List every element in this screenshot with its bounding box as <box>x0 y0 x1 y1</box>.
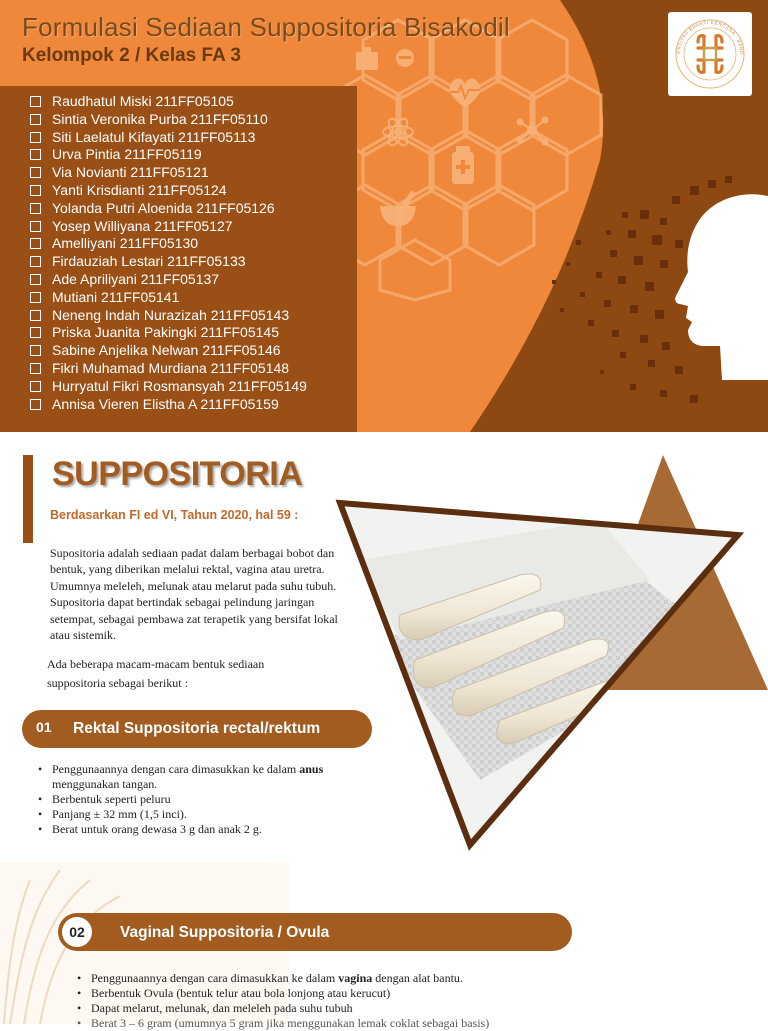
checkbox-bullet-icon <box>30 381 41 392</box>
intro-paragraph: Ada beberapa macam-macam bentuk sediaan suppositoria sebagai berikut : <box>47 657 265 690</box>
member-item <box>30 342 307 360</box>
source-reference: Berdasarkan FI ed VI, Tahun 2020, hal 59 : <box>50 508 299 522</box>
member-name: Sabine Anjelika Nelwan 211FF05146 <box>52 342 281 359</box>
bullet-point <box>74 971 544 986</box>
checkbox-bullet-icon <box>30 96 41 107</box>
bullet-text: menggunakan tangan. <box>52 777 158 791</box>
bullet-point <box>35 762 355 792</box>
member-item <box>30 378 307 396</box>
member-item <box>30 360 307 378</box>
bullet-text: Penggunaannya dengan cara dimasukkan ke dalam <box>91 971 339 985</box>
vaginal-points <box>74 971 544 1031</box>
checkbox-bullet-icon <box>30 274 41 285</box>
checkbox-bullet-icon <box>30 310 41 321</box>
member-list <box>30 93 307 413</box>
accent-bar <box>23 455 33 543</box>
bullet-emphasis: vagina <box>338 971 373 985</box>
member-name: Firdauziah Lestari 211FF05133 <box>52 253 246 270</box>
member-item <box>30 129 307 147</box>
heart-pulse-icon <box>450 79 481 108</box>
member-item <box>30 324 307 342</box>
member-name: Ade Apriliyani 211FF05137 <box>52 270 220 287</box>
member-item <box>30 200 307 218</box>
checkbox-bullet-icon <box>30 399 41 410</box>
type-title: Rektal Suppositoria rectal/rektum <box>73 720 321 737</box>
medicine-box-icon <box>356 47 378 70</box>
rektal-points <box>35 762 355 837</box>
checkbox-bullet-icon <box>30 114 41 125</box>
member-name: Amelliyani 211FF05130 <box>52 235 199 252</box>
checkbox-bullet-icon <box>30 327 41 338</box>
bullet-text: Panjang ± 32 mm (1,5 inci). <box>52 807 187 821</box>
checkbox-bullet-icon <box>30 203 41 214</box>
bullet-text: Berat untuk orang dewasa 3 g dan anak 2 g. <box>52 822 262 836</box>
member-item <box>30 146 307 164</box>
type-number: 02 <box>69 924 85 940</box>
bullet-text: Berat 3 – 6 gram (umumnya 5 gram jika menggunakan lemak coklat sebagai basis) <box>91 1016 490 1030</box>
bullet-text: Berbentuk Ovula (bentuk telur atau bola lonjong atau kerucut) <box>91 986 391 1000</box>
section-heading: SUPPOSITORIA <box>52 455 303 493</box>
member-name: Priska Juanita Pakingki 211FF05145 <box>52 324 279 341</box>
definition-paragraph: Supositoria adalah sediaan padat dalam berbagai bobot dan bentuk, yang diberikan melalui rektal, vagina atau uretra. Umumnya meleleh, melunak atau melarut pada suhu tubuh. Supositoria dapat bertindak sebagai pelindung jaringan setempat, sebagai pembawa zat terapetik yang bersifat lokal atau sistemik. <box>50 546 338 643</box>
member-item <box>30 111 307 129</box>
bullet-text: Dapat melarut, melunak, dan meleleh pada suhu tubuh <box>91 1001 353 1015</box>
member-name: Urva Pintia 211FF05119 <box>52 146 202 163</box>
document-subtitle: Kelompok 2 / Kelas FA 3 <box>22 45 241 66</box>
member-name: Annisa Vieren Elistha A 211FF05159 <box>52 395 279 412</box>
member-name: Yosep Williyana 211FF05127 <box>52 217 233 234</box>
checkbox-bullet-icon <box>30 132 41 143</box>
member-name: Fikri Muhamad Murdiana 211FF05148 <box>52 359 290 376</box>
bullet-point <box>74 1001 544 1016</box>
member-name: Sintia Veronika Purba 211FF05110 <box>52 110 268 127</box>
type-number: 01 <box>36 719 52 735</box>
bullet-point <box>35 807 355 822</box>
university-logo <box>668 12 752 96</box>
university-logo-icon <box>668 12 752 96</box>
bullet-point <box>35 822 355 837</box>
medicine-bottle-icon <box>452 146 474 184</box>
member-item <box>30 164 307 182</box>
checkbox-bullet-icon <box>30 256 41 267</box>
bullet-emphasis: anus <box>299 762 324 776</box>
checkbox-bullet-icon <box>30 167 41 178</box>
member-name: Yolanda Putri Aloenida 211FF05126 <box>52 199 275 216</box>
bullet-text: Penggunaannya dengan cara dimasukkan ke dalam <box>52 762 300 776</box>
header-banner <box>0 0 768 432</box>
member-name: Neneng Indah Nurazizah 211FF05143 <box>52 306 290 323</box>
type-title: Vaginal Suppositoria / Ovula <box>120 924 330 941</box>
checkbox-bullet-icon <box>30 221 41 232</box>
member-item <box>30 396 307 414</box>
checkbox-bullet-icon <box>30 238 41 249</box>
checkbox-bullet-icon <box>30 185 41 196</box>
member-name: Raudhatul Miski 211FF05105 <box>52 93 234 109</box>
checkbox-bullet-icon <box>30 345 41 356</box>
member-item <box>30 93 307 111</box>
member-name: Mutiani 211FF05141 <box>52 288 180 305</box>
bullet-text: Berbentuk seperti peluru <box>52 792 171 806</box>
logo-text: ERSITAS BHAKTI KENCANA · BAND <box>675 19 745 56</box>
document-title: Formulasi Sediaan Suppositoria Bisakodil <box>22 12 510 42</box>
suppository-illustration <box>330 450 768 860</box>
member-item <box>30 218 307 236</box>
bullet-point <box>74 986 544 1001</box>
member-name: Yanti Krisdianti 211FF05124 <box>52 181 227 198</box>
member-item <box>30 307 307 325</box>
bullet-text: dengan alat bantu. <box>372 971 463 985</box>
pill-icon <box>396 49 414 67</box>
member-name: Siti Laelatul Kifayati 211FF05113 <box>52 128 256 145</box>
member-item <box>30 289 307 307</box>
member-name: Via Novianti 211FF05121 <box>52 164 209 181</box>
member-item <box>30 271 307 289</box>
member-name: Hurryatul Fikri Rosmansyah 211FF05149 <box>52 377 307 394</box>
member-item <box>30 235 307 253</box>
checkbox-bullet-icon <box>30 363 41 374</box>
member-item <box>30 182 307 200</box>
checkbox-bullet-icon <box>30 292 41 303</box>
member-item <box>30 253 307 271</box>
bullet-point <box>35 792 355 807</box>
checkbox-bullet-icon <box>30 149 41 160</box>
